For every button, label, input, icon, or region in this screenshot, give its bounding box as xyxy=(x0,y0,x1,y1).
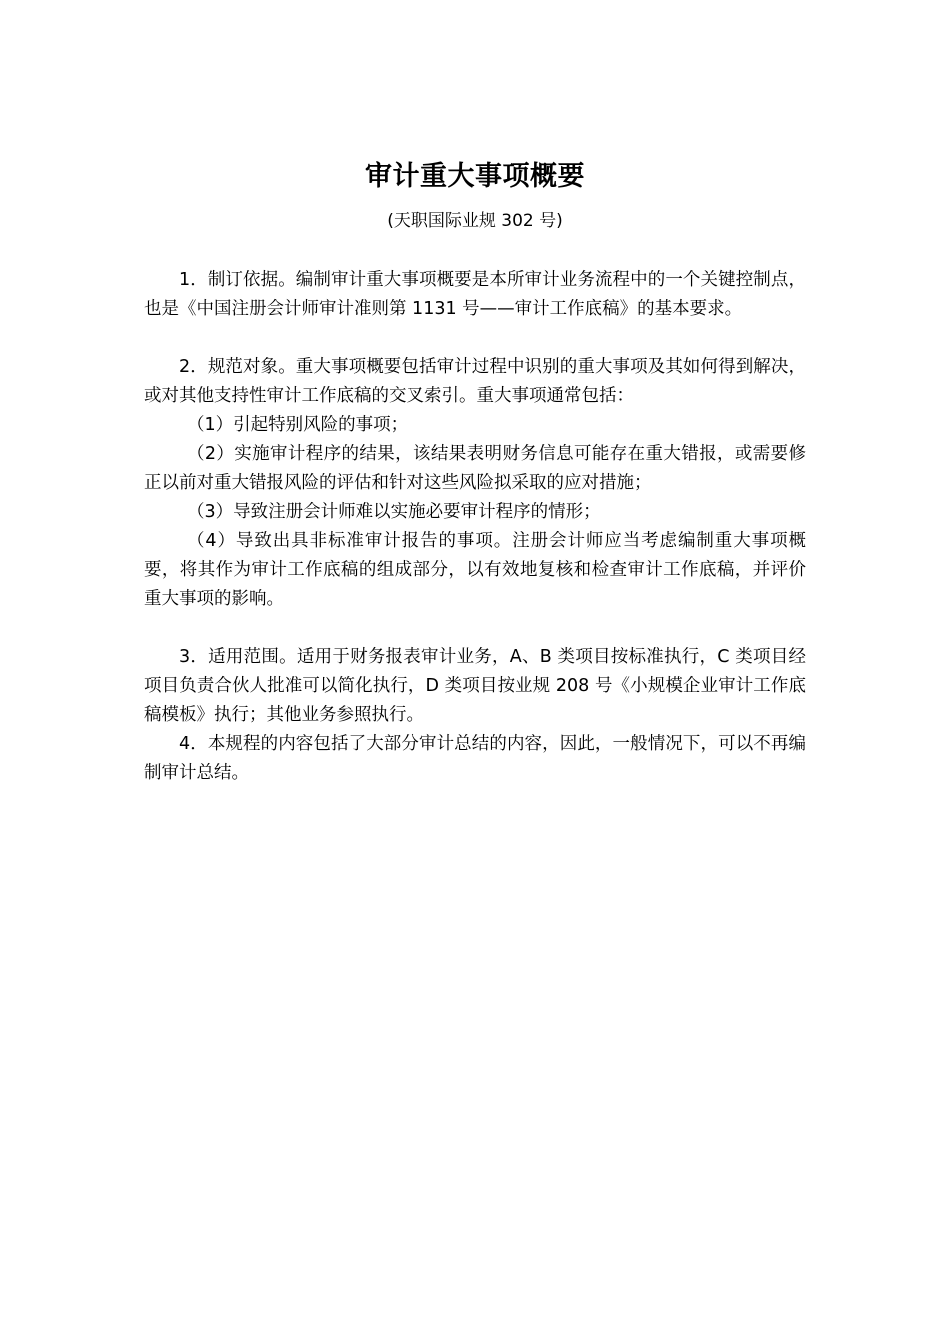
section-1-basis: 1．制订依据。编制审计重大事项概要是本所审计业务流程中的一个关键控制点，也是《中国注册会计师审计准则第 1131 号——审计工作底稿》的基本要求。 xyxy=(144,270,806,319)
document-body xyxy=(144,266,806,788)
section-2-item-1: （1）引起特别风险的事项； xyxy=(187,415,409,435)
section-2-item-2: （2）实施审计程序的结果，该结果表明财务信息可能存在重大错报，或需要修正以前对重大错报风险的评估和针对这些风险拟采取的应对措施； xyxy=(144,444,806,493)
section-2-item-3: （3）导致注册会计师难以实施必要审计程序的情形； xyxy=(187,502,601,522)
section-2-item-4: （4）导致出具非标准审计报告的事项。注册会计师应当考虑编制重大事项概要，将其作为审计工作底稿的组成部分，以有效地复核和检查审计工作底稿，并评价重大事项的影响。 xyxy=(144,531,806,609)
document-subtitle: (天职国际业规 302 号) xyxy=(387,211,563,231)
document-page xyxy=(144,152,806,788)
paragraph-spacer xyxy=(144,324,806,353)
section-2-scope-object: 2．规范对象。重大事项概要包括审计过程中识别的重大事项及其如何得到解决，或对其他支持性审计工作底稿的交叉索引。重大事项通常包括： xyxy=(144,357,806,406)
paragraph-spacer xyxy=(144,614,806,643)
document-title: 审计重大事项概要 xyxy=(365,161,585,192)
section-3-applicability: 3．适用范围。适用于财务报表审计业务，A、B 类项目按标准执行，C 类项目经项目负责合伙人批准可以简化执行，D 类项目按业规 208 号《小规模企业审计工作底稿模板》执行；其他业务参照执行。 xyxy=(144,647,806,725)
section-4-note: 4．本规程的内容包括了大部分审计总结的内容，因此，一般情况下，可以不再编制审计总结。 xyxy=(144,734,806,783)
